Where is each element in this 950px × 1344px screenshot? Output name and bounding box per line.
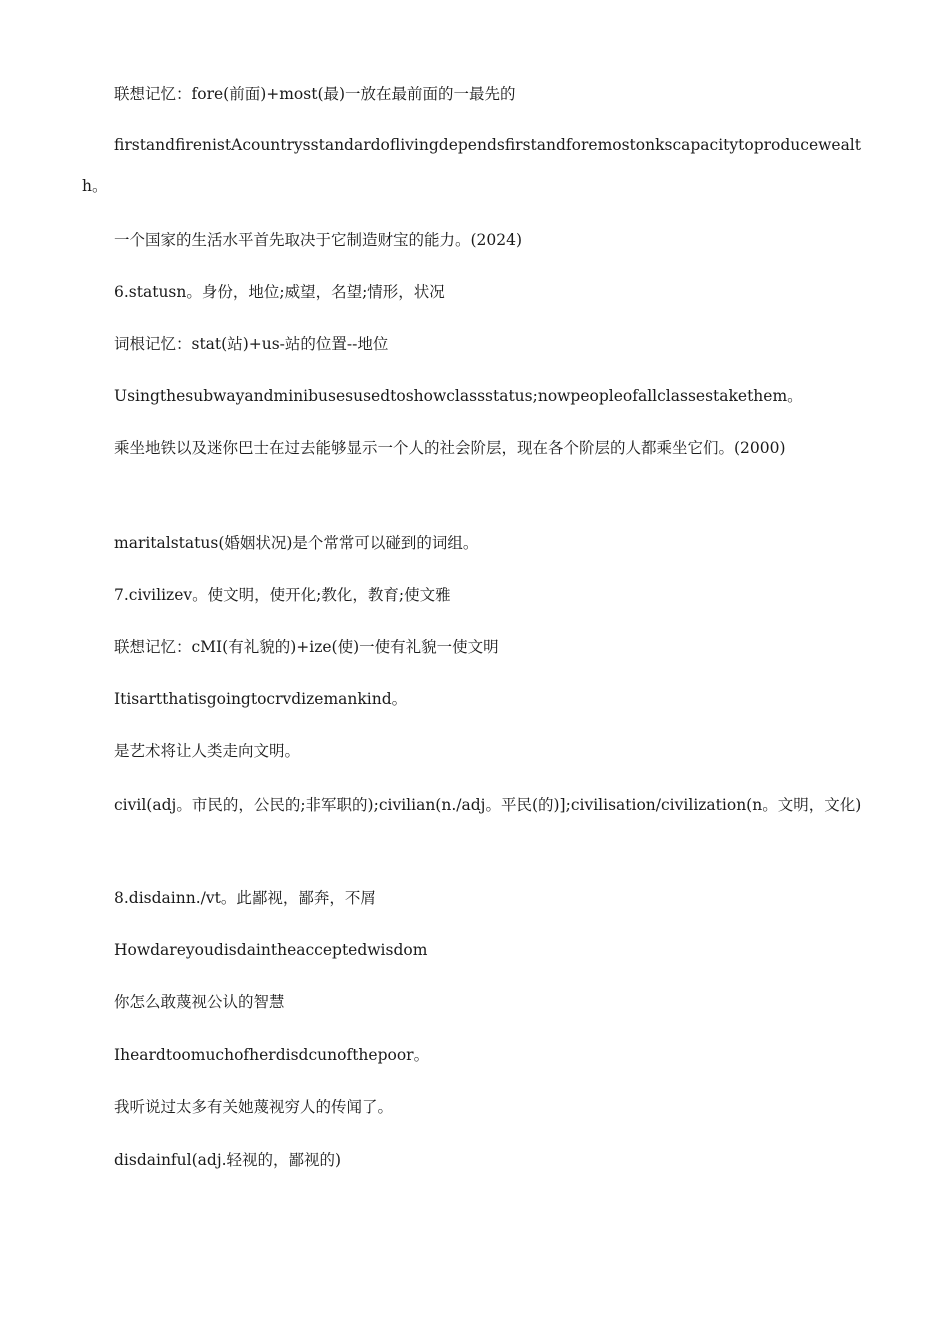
translation-disdain-1: 你怎么敢蔑视公认的智慧 xyxy=(114,993,285,1011)
example-sentence-status: Usingthesubwayandminibusesusedtoshowclassstatus;nowpeopleofallclassestakethem。 xyxy=(114,387,803,405)
memory-tip-foremost: 联想记忆：fore(前面)+most(最)一放在最前面的一最先的 xyxy=(114,85,516,103)
related-word-disdainful: disdainful(adj.轻视的，鄙视的) xyxy=(114,1151,342,1169)
related-words-civil: civil(adj。市民的，公民的;非军职的);civilian(n./adj。平民(的)];civilisation/civilization(n。文明，文化) xyxy=(114,796,862,814)
translation-civilize: 是艺术将让人类走向文明。 xyxy=(114,742,301,760)
example-sentence-foremost: firstandfirenistAcountrysstandardoflivingdependsfirstandforemostonkscapacitytoproducewealth。 xyxy=(82,136,861,195)
memory-tip-civilize: 联想记忆：cMI(有礼貌的)+ize(使)一使有礼貌一使文明 xyxy=(114,638,499,656)
translation-status: 乘坐地铁以及迷你巴士在过去能够显示一个人的社会阶层，现在各个阶层的人都乘坐它们。(2000) xyxy=(114,439,786,457)
root-memory-status: 词根记忆：stat(站)+us-站的位置--地位 xyxy=(114,335,389,353)
entry-status: 6.statusn。身份，地位;威望，名望;情形，状况 xyxy=(114,283,445,301)
entry-disdain: 8.disdainn./vt。此鄙视，鄙奔，不屑 xyxy=(114,889,376,907)
example-sentence-disdain-2: Iheardtoomuchofherdisdcunofthepoor。 xyxy=(114,1046,430,1064)
phrase-marital-status: maritalstatus(婚姻状况)是个常常可以碰到的词组。 xyxy=(114,534,479,552)
example-sentence-civilize: Itisartthatisgoingtocrvdizemankind。 xyxy=(114,690,408,708)
translation-foremost: 一个国家的生活水平首先取决于它制造财宝的能力。(2024) xyxy=(114,231,523,249)
example-sentence-disdain-1: Howdareyoudisdaintheacceptedwisdom xyxy=(114,941,428,959)
translation-disdain-2: 我听说过太多有关她蔑视穷人的传闻了。 xyxy=(114,1098,394,1116)
entry-civilize: 7.civilizev。使文明，使开化;教化，教育;使文雅 xyxy=(114,586,451,604)
